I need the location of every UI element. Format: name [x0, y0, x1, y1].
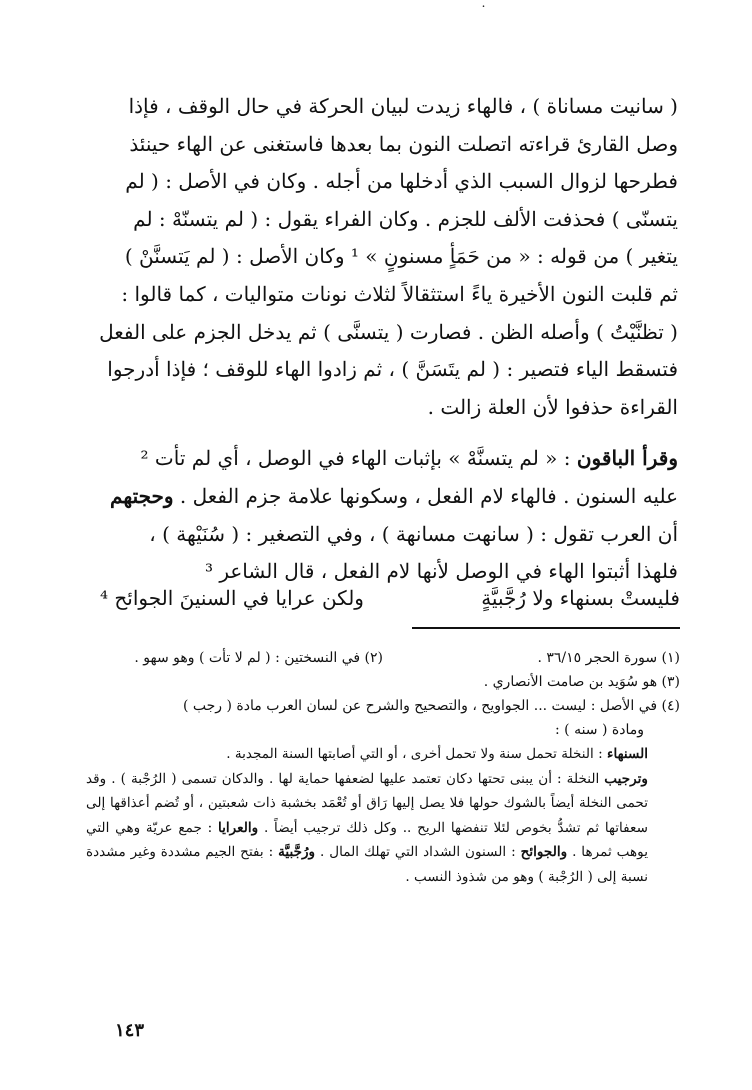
body-line: يتغير ) من قوله : « من حَمَأٍ مسنونٍ » ¹ وكان الأصل : ( لم يَتسنَّنْ ) — [124, 244, 678, 269]
gloss-text: : السنون الشداد التي تهلك المال . — [315, 844, 521, 861]
body-line: ( سانيت مساناة ) ، فالهاء زيدت لبيان الحركة في حال الوقف ، فإذا — [128, 94, 678, 118]
body-line: فطرحها لزوال السبب الذي أدخلها من أجله . وكان في الأصل : ( لم — [125, 169, 678, 194]
body-line: القراءة حذفوا لأن العلة زالت . — [427, 394, 678, 419]
gloss-term: والعرايا — [217, 819, 259, 836]
gloss-text: النخلة : أن يبنى تحتها دكان تعتمد عليها لضعفها حماية لها . والدكان تسمى ( الرُجْبة ) . وقد تحمى النخلة أيضاً بالشوك حولها فلا يصل إليها رَاق أو تُعْمَد بخشبة ذات شعبتين ، أو تُضم أعذاقها إلى سعفاتها ثم تشدُّ بخوص لئلا تنفضها الريح .. وكل ذلك ترجيب أيضاً . — [86, 770, 648, 836]
page-number: ١٤٣ — [114, 1020, 144, 1041]
body-line-text: عليه السنون . فالهاء لام الفعل ، وسكونها علامة جزم الفعل . — [173, 483, 678, 508]
gloss-term: والجوائح — [520, 844, 568, 861]
gloss-text: : جمع عريّة وهي التي يوهب ثمرها . — [86, 819, 648, 861]
footnotes — [86, 646, 680, 890]
footnote-glossary — [86, 742, 680, 890]
main-text — [86, 88, 678, 591]
body-line: يتسنّى ) فحذفت الألف للجزم . وكان الفراء يقول : ( لم يتسنّهْ : لم — [133, 206, 678, 231]
footnote-3: (٣) هو سُوَيد بن صامت الأنصاري . — [483, 674, 680, 690]
footnote-4: (٤) في الأصل : ليست ... الجواويح ، والتصحيح والشرح عن لسان العرب مادة ( رجب ) — [182, 698, 680, 714]
footnote-separator — [412, 627, 680, 629]
body-line: فتسقط الياء فتصير : ( لم يتَسَنَّ ) ، ثم زادوا الهاء للوقف ؛ فإذا أدرجوا — [107, 357, 678, 382]
verse-first-hemistich: فليستْ بسنهاء ولا رُجَّبيَّةٍ — [481, 586, 680, 610]
body-line: ( تظنَّيْتُ ) وأصله الظن . فصارت ( يتسنَّى ) ثم يدخل الجزم على الفعل — [99, 319, 678, 344]
paragraph-gap — [86, 426, 678, 440]
gloss-term: ورُجَّبيَّة — [278, 844, 316, 861]
body-line — [86, 440, 678, 478]
footnote-row — [86, 646, 680, 670]
gloss-text: : النخلة تحمل سنة ولا تحمل أخرى ، أو التي أصابتها السنة المجدبة . — [226, 746, 608, 762]
body-line: ثم قلبت النون الأخيرة ياءً استثقالاً لثلاث نونات متواليات ، كما قالوا : — [121, 281, 678, 306]
footnote-4-continued: ومادة ( سنه ) : — [555, 722, 644, 738]
footnote-2: (٢) في النسختين : ( لم لا تأت ) وهو سهو . — [134, 650, 383, 666]
gloss-text: : بفتح الجيم مشددة وغير مشددة نسبة إلى ( الرُجْبة ) وهو من شذوذ النسب . — [86, 844, 648, 885]
gloss-term: السنهاء — [607, 746, 648, 762]
body-line: أن العرب تقول : ( سانهت مسانهة ) ، وفي التصغير : ( سُنَيْهة ) ، — [149, 521, 678, 546]
gloss-term: وترجيب — [604, 770, 648, 787]
body-line: فلهذا أثبتوا الهاء في الوصل لأنها لام الفعل ، قال الشاعر ³ — [204, 559, 678, 584]
footnote-1: (١) سورة الحجر ٣٦/١٥ . — [537, 650, 680, 666]
bold-term: وحجتهم — [110, 483, 174, 508]
verse-second-hemistich: ولكن عرايا في السنينَ الجوائح ⁴ — [100, 586, 364, 610]
poetry-verse — [100, 580, 680, 616]
body-line — [86, 478, 678, 516]
top-mark: ˙ — [480, 4, 487, 20]
body-line: وصل القارئ قراءته اتصلت النون بما بعدها فاستغنى عن الهاء حينئذ — [129, 131, 678, 156]
body-line-text: : « لم يتسنَّهْ » بإثبات الهاء في الوصل ، أي لم تأت ² — [140, 446, 577, 471]
lead-term: وقرأ الباقون — [576, 446, 678, 471]
